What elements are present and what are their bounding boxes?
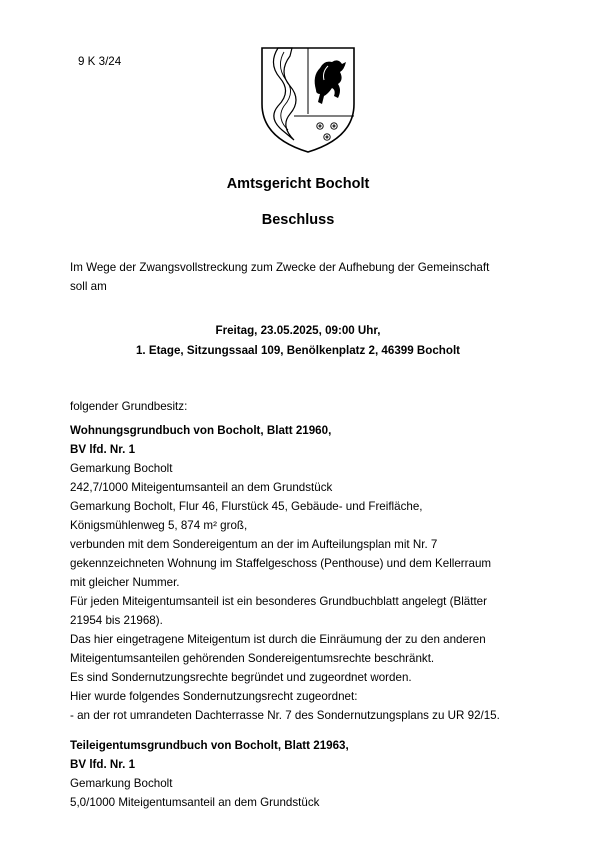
court-name: Amtsgericht Bocholt (226, 176, 370, 192)
item1-line: Königsmühlenweg 5, 874 m² groß, (70, 519, 248, 532)
item1-heading: Wohnungsgrundbuch von Bocholt, Blatt 21960, (70, 424, 332, 437)
item1-line: Für jeden Miteigentumsanteil ist ein besonderes Grundbuchblatt angelegt (Blätter (70, 595, 487, 608)
file-number: 9 K 3/24 (78, 55, 122, 68)
item1-line: Das hier eingetragene Miteigentum ist durch die Einräumung der zu den anderen (70, 633, 486, 646)
item1-line: mit gleicher Nummer. (70, 576, 180, 589)
item1-line: Gemarkung Bocholt (70, 462, 173, 475)
item2-line: 5,0/1000 Miteigentumsanteil an dem Grundstück (70, 796, 320, 809)
item1-line: Es sind Sondernutzungsrechte begründet und zugeordnet worden. (70, 671, 412, 684)
item1-line: Hier wurde folgendes Sondernutzungsrecht zugeordnet: (70, 690, 358, 703)
item1-line: gekennzeichneten Wohnung im Staffelgeschoss (Penthouse) und dem Kellerraum (70, 557, 492, 570)
item2-line: Gemarkung Bocholt (70, 777, 173, 790)
intro-line-2: soll am (70, 280, 107, 293)
item1-line: 21954 bis 21968). (70, 614, 163, 627)
appointment-datetime: Freitag, 23.05.2025, 09:00 Uhr, (215, 324, 381, 337)
item1-line: - an der rot umrandeten Dachterrasse Nr. 7 des Sondernutzungsplans zu UR 92/15. (70, 709, 500, 722)
item1-line: 242,7/1000 Miteigentumsanteil an dem Grundstück (70, 481, 333, 494)
intro-line-1: Im Wege der Zwangsvollstreckung zum Zwecke der Aufhebung der Gemeinschaft (70, 261, 490, 274)
item1-line: Gemarkung Bocholt, Flur 46, Flurstück 45, Gebäude- und Freifläche, (70, 500, 423, 513)
coat-of-arms-icon (258, 42, 358, 156)
item2-bv: BV lfd. Nr. 1 (70, 758, 136, 771)
document-title: Beschluss (261, 212, 335, 228)
appointment-location: 1. Etage, Sitzungssaal 109, Benölkenplatz 2, 46399 Bocholt (135, 344, 461, 357)
lead-text: folgender Grundbesitz: (70, 400, 188, 413)
item1-line: verbunden mit dem Sondereigentum an der im Aufteilungsplan mit Nr. 7 (70, 538, 438, 551)
item1-bv: BV lfd. Nr. 1 (70, 443, 136, 456)
item1-line: Miteigentumsanteilen gehörenden Sondereigentumsrechte beschränkt. (70, 652, 435, 665)
item2-heading: Teileigentumsgrundbuch von Bocholt, Blatt 21963, (70, 739, 349, 752)
